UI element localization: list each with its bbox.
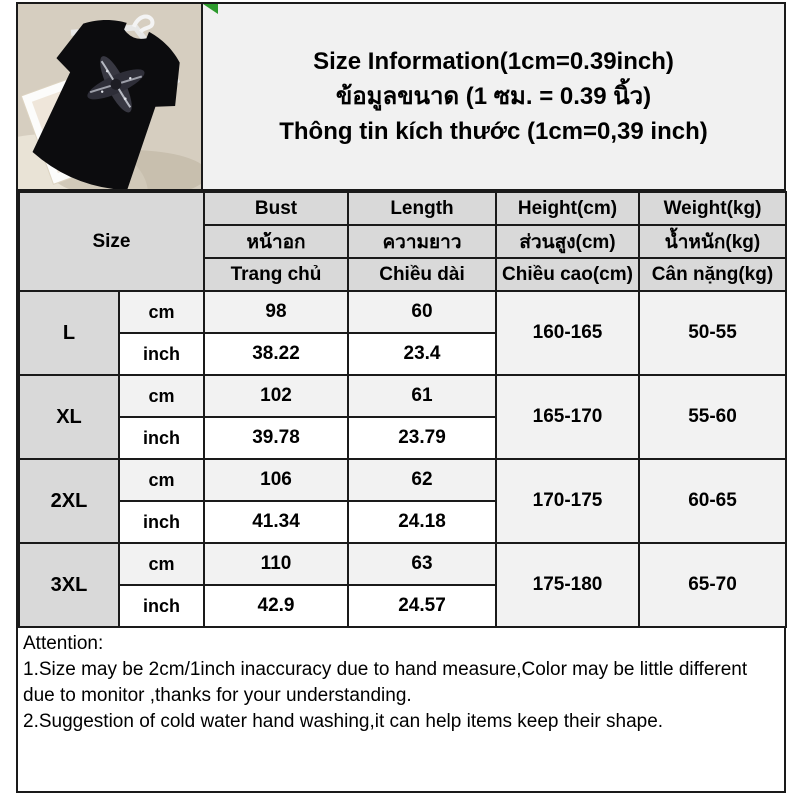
col-header-height-th: ส่วนสูง(cm)	[496, 225, 639, 258]
unit-label-inch: inch	[119, 585, 204, 627]
table-row-l-cm	[19, 291, 786, 333]
cell-xl-length-cm: 61	[348, 375, 496, 417]
col-header-height-vi: Chiều cao(cm)	[496, 258, 639, 291]
corner-marker	[203, 4, 218, 14]
table-row-3xl-cm	[19, 543, 786, 585]
product-photo	[18, 4, 203, 189]
size-label-xl: XL	[19, 375, 119, 459]
cell-l-bust-cm: 98	[204, 291, 348, 333]
cell-3xl-bust-cm: 110	[204, 543, 348, 585]
cell-l-height: 160-165	[496, 291, 639, 375]
cell-2xl-weight: 60-65	[639, 459, 786, 543]
cell-2xl-length-cm: 62	[348, 459, 496, 501]
unit-label-cm: cm	[119, 375, 204, 417]
cell-xl-weight: 55-60	[639, 375, 786, 459]
cell-l-length-inch: 23.4	[348, 333, 496, 375]
cell-3xl-length-inch: 24.57	[348, 585, 496, 627]
attention-line-1: 1.Size may be 2cm/1inch inaccuracy due to hand measure,Color may be little different due to monitor ,thanks for your understanding.	[23, 659, 748, 706]
cell-3xl-weight: 65-70	[639, 543, 786, 627]
title-block	[203, 4, 784, 189]
cell-2xl-bust-inch: 41.34	[204, 501, 348, 543]
size-label-3xl: 3XL	[19, 543, 119, 627]
col-header-bust-th: หน้าอก	[204, 225, 348, 258]
col-header-height-en: Height(cm)	[496, 192, 639, 225]
cell-xl-bust-inch: 39.78	[204, 417, 348, 459]
size-chart-sheet	[16, 2, 786, 793]
cell-l-weight: 50-55	[639, 291, 786, 375]
col-header-weight-en: Weight(kg)	[639, 192, 786, 225]
header-row	[18, 4, 784, 191]
size-column-header: Size	[19, 192, 204, 291]
table-row-xl-cm	[19, 375, 786, 417]
unit-label-inch: inch	[119, 417, 204, 459]
size-table	[18, 191, 787, 628]
cell-l-length-cm: 60	[348, 291, 496, 333]
cell-xl-height: 165-170	[496, 375, 639, 459]
attention-section	[18, 628, 784, 791]
col-header-bust-vi: Trang chủ	[204, 258, 348, 291]
cell-l-bust-inch: 38.22	[204, 333, 348, 375]
title-english: Size Information(1cm=0.39inch)	[313, 48, 674, 75]
col-header-length-vi: Chiều dài	[348, 258, 496, 291]
unit-label-cm: cm	[119, 291, 204, 333]
cell-xl-bust-cm: 102	[204, 375, 348, 417]
title-thai: ข้อมูลขนาด (1 ซม. = 0.39 นิ้ว)	[335, 83, 652, 110]
unit-label-inch: inch	[119, 501, 204, 543]
attention-line-2: 2.Suggestion of cold water hand washing,it can help items keep their shape.	[23, 711, 664, 732]
size-label-l: L	[19, 291, 119, 375]
col-header-bust-en: Bust	[204, 192, 348, 225]
table-header-row-english	[19, 192, 786, 225]
unit-label-cm: cm	[119, 543, 204, 585]
cell-2xl-bust-cm: 106	[204, 459, 348, 501]
col-header-weight-vi: Cân nặng(kg)	[639, 258, 786, 291]
unit-label-cm: cm	[119, 459, 204, 501]
cell-3xl-bust-inch: 42.9	[204, 585, 348, 627]
col-header-length-th: ความยาว	[348, 225, 496, 258]
cell-3xl-length-cm: 63	[348, 543, 496, 585]
col-header-length-en: Length	[348, 192, 496, 225]
table-row-2xl-cm	[19, 459, 786, 501]
unit-label-inch: inch	[119, 333, 204, 375]
cell-2xl-height: 170-175	[496, 459, 639, 543]
col-header-weight-th: น้ำหนัก(kg)	[639, 225, 786, 258]
attention-heading: Attention:	[23, 633, 104, 654]
size-label-2xl: 2XL	[19, 459, 119, 543]
cell-3xl-height: 175-180	[496, 543, 639, 627]
cell-2xl-length-inch: 24.18	[348, 501, 496, 543]
title-vietnamese: Thông tin kích thước (1cm=0,39 inch)	[279, 118, 708, 145]
product-photo-illustration	[18, 4, 203, 189]
cell-xl-length-inch: 23.79	[348, 417, 496, 459]
